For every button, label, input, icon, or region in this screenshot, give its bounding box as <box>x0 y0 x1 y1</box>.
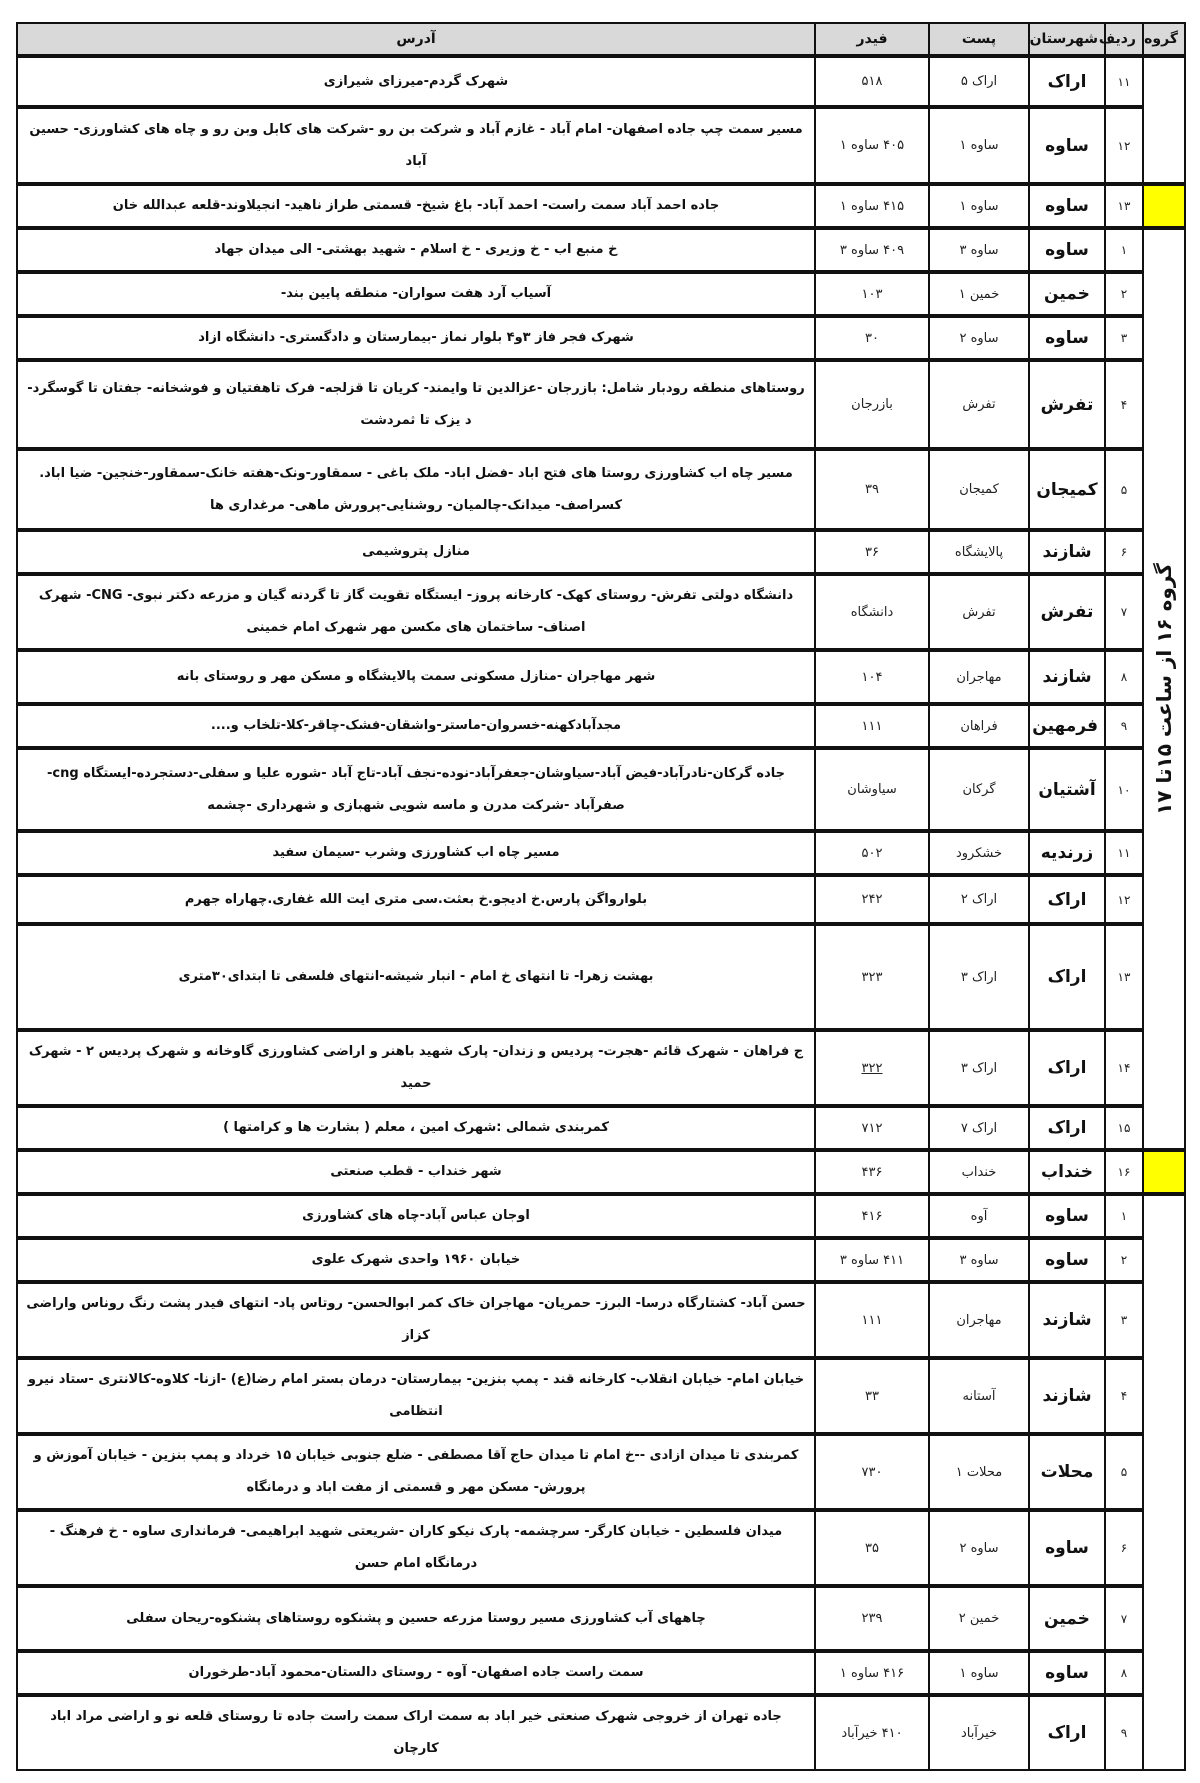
address-cell: کمربندی شمالی :شهرک امین ، معلم ( بشارت ها و کرامتها ) <box>17 1106 815 1150</box>
row-number: ۸ <box>1105 1651 1143 1695</box>
city-cell: ساوه <box>1029 228 1105 272</box>
city-cell: ساوه <box>1029 316 1105 360</box>
group-label: گروه ۱۶ از ساعت ۱۵تا ۱۷ <box>1152 563 1176 815</box>
city-cell: شازند <box>1029 650 1105 704</box>
row-number: ۶ <box>1105 1510 1143 1586</box>
table-row <box>17 875 1185 924</box>
post-cell: ساوه ۱ <box>929 107 1029 184</box>
city-cell: اراک <box>1029 1106 1105 1150</box>
row-number: ۱۱ <box>1105 831 1143 875</box>
post-cell: ساوه ۳ <box>929 1238 1029 1282</box>
post-cell: ساوه ۲ <box>929 316 1029 360</box>
table-row <box>17 748 1185 831</box>
post-cell: اراک ۵ <box>929 56 1029 107</box>
header-group: گروه <box>1143 23 1185 56</box>
address-cell: مسیر چاه اب کشاورزی وشرب -سیمان سفید <box>17 831 815 875</box>
post-cell: گرکان <box>929 748 1029 831</box>
city-cell: کمیجان <box>1029 449 1105 530</box>
feeder-cell: ۵۱۸ <box>815 56 929 107</box>
post-cell: اراک ۳ <box>929 924 1029 1030</box>
header-address: آدرس <box>17 23 815 56</box>
table-row <box>17 704 1185 748</box>
table-row <box>17 650 1185 704</box>
row-number: ۷ <box>1105 1586 1143 1651</box>
city-cell: ساوه <box>1029 107 1105 184</box>
post-cell: خمین ۱ <box>929 272 1029 316</box>
city-cell: ساوه <box>1029 1238 1105 1282</box>
feeder-cell: ۴۱۱ ساوه ۳ <box>815 1238 929 1282</box>
row-number: ۴ <box>1105 1358 1143 1434</box>
post-cell: اراک ۷ <box>929 1106 1029 1150</box>
row-number: ۲ <box>1105 1238 1143 1282</box>
row-number: ۱۶ <box>1105 1150 1143 1194</box>
post-cell: ساوه ۳ <box>929 228 1029 272</box>
row-number: ۶ <box>1105 530 1143 574</box>
city-cell: خمین <box>1029 272 1105 316</box>
table-header-row <box>17 23 1185 56</box>
feeder-cell: ۳۶ <box>815 530 929 574</box>
city-cell: شازند <box>1029 1282 1105 1358</box>
city-cell: اراک <box>1029 1695 1105 1770</box>
address-cell: حسن آباد- کشتارگاه درسا- البرز- حمریان- مهاجران خاک کمر ابوالحسن- روتاس پاد- انتهای فیدر پشت رنگ روناس واراضی کزاز <box>17 1282 815 1358</box>
table-row <box>17 1510 1185 1586</box>
city-cell: خمین <box>1029 1586 1105 1651</box>
table-row <box>17 1194 1185 1238</box>
table-row <box>17 1695 1185 1770</box>
table-row <box>17 56 1185 107</box>
post-cell: کمیجان <box>929 449 1029 530</box>
row-number: ۱۰ <box>1105 748 1143 831</box>
city-cell: اراک <box>1029 924 1105 1030</box>
feeder-cell: ۴۰۵ ساوه ۱ <box>815 107 929 184</box>
post-cell: فراهان <box>929 704 1029 748</box>
address-cell: شهر مهاجران -منازل مسکونی سمت پالایشگاه و مسکن مهر و روستای بانه <box>17 650 815 704</box>
row-number: ۱۳ <box>1105 924 1143 1030</box>
post-cell: تفرش <box>929 574 1029 650</box>
row-number: ۴ <box>1105 360 1143 449</box>
post-cell: تفرش <box>929 360 1029 449</box>
header-post: پست <box>929 23 1029 56</box>
feeder-cell: ۲۳۹ <box>815 1586 929 1651</box>
city-cell: ساوه <box>1029 1651 1105 1695</box>
row-number: ۵ <box>1105 1434 1143 1510</box>
table-row <box>17 1651 1185 1695</box>
post-cell: خمین ۲ <box>929 1586 1029 1651</box>
address-cell: میدان فلسطین - خیابان کارگر- سرچشمه- پارک نیکو کاران -شریعتی شهید ابراهیمی- فرمانداری ساوه - خ فرهنگ - درمانگاه امام حسن <box>17 1510 815 1586</box>
feeder-cell: ۳۲۳ <box>815 924 929 1030</box>
row-number: ۳ <box>1105 316 1143 360</box>
header-feeder: فیدر <box>815 23 929 56</box>
address-cell: شهرک گردم-میرزای شیرازی <box>17 56 815 107</box>
feeder-cell: ۴۱۵ ساوه ۱ <box>815 184 929 228</box>
post-cell: ساوه ۲ <box>929 1510 1029 1586</box>
city-cell: خنداب <box>1029 1150 1105 1194</box>
post-cell: اراک ۳ <box>929 1030 1029 1106</box>
feeder-cell: ۳۲۲ <box>815 1030 929 1106</box>
table-row <box>17 1030 1185 1106</box>
table-row <box>17 831 1185 875</box>
post-cell: مهاجران <box>929 1282 1029 1358</box>
feeder-cell: ۴۳۶ <box>815 1150 929 1194</box>
row-number: ۱ <box>1105 228 1143 272</box>
address-cell: شهرک فجر فاز ۳و۴ بلوار نماز -بیمارستان و دادگستری- دانشگاه ازاد <box>17 316 815 360</box>
city-cell: محلات <box>1029 1434 1105 1510</box>
group-highlight-cell <box>1143 184 1185 228</box>
table-row <box>17 530 1185 574</box>
table-row <box>17 107 1185 184</box>
feeder-cell: ۴۱۶ <box>815 1194 929 1238</box>
feeder-cell: ۴۰۹ ساوه ۳ <box>815 228 929 272</box>
city-cell: تفرش <box>1029 360 1105 449</box>
row-number: ۱۲ <box>1105 107 1143 184</box>
address-cell: شهر خنداب - قطب صنعتی <box>17 1150 815 1194</box>
post-cell: خیرآباد <box>929 1695 1029 1770</box>
group-cell <box>1143 1194 1185 1770</box>
row-number: ۹ <box>1105 704 1143 748</box>
row-number: ۷ <box>1105 574 1143 650</box>
post-cell: آستانه <box>929 1358 1029 1434</box>
row-number: ۸ <box>1105 650 1143 704</box>
post-cell: اراک ۲ <box>929 875 1029 924</box>
city-cell: زرندیه <box>1029 831 1105 875</box>
address-cell: منازل پتروشیمی <box>17 530 815 574</box>
table-row <box>17 574 1185 650</box>
row-number: ۱۱ <box>1105 56 1143 107</box>
post-cell: مهاجران <box>929 650 1029 704</box>
feeder-cell: ۱۱۱ <box>815 1282 929 1358</box>
row-number: ۲ <box>1105 272 1143 316</box>
row-number: ۱۲ <box>1105 875 1143 924</box>
table-row <box>17 1586 1185 1651</box>
row-number: ۱ <box>1105 1194 1143 1238</box>
address-cell: دانشگاه دولتی تفرش- روستای کهک- کارخانه پروز- ایستگاه تقویت گاز تا گردنه گیان و مزرعه دکتر نبوی- CNG- شهرک اصناف- ساختمان های مکسن مهر شهرک امام خمینی <box>17 574 815 650</box>
address-cell: اوجان عباس آباد-چاه های کشاورزی <box>17 1194 815 1238</box>
city-cell: فرمهین <box>1029 704 1105 748</box>
feeder-cell: دانشگاه <box>815 574 929 650</box>
feeder-cell: ۱۱۱ <box>815 704 929 748</box>
row-number: ۱۵ <box>1105 1106 1143 1150</box>
table-row <box>17 924 1185 1030</box>
group-cell <box>1143 228 1185 1150</box>
row-number: ۳ <box>1105 1282 1143 1358</box>
post-cell: پالایشگاه <box>929 530 1029 574</box>
address-cell: چاههای آب کشاورزی مسیر روستا مزرعه حسین و پشنکوه روستاهای پشنکوه-ریحان سفلی <box>17 1586 815 1651</box>
feeder-cell: ۳۹ <box>815 449 929 530</box>
table-row <box>17 1282 1185 1358</box>
table-row <box>17 1238 1185 1282</box>
address-cell: خیابان امام- خیابان انقلاب- کارخانه قند - پمپ بنزین- بیمارستان- درمان بستر امام رضا(ع) -ازنا- کلاوه-کالانتری -ستاد نیرو انتظامی <box>17 1358 815 1434</box>
address-cell: آسیاب آرد هفت سواران- منطقه پایین بند- <box>17 272 815 316</box>
address-cell: جاده گرکان-نادرآباد-فیض آباد-سیاوشان-جعفرآباد-نوده-نجف آباد-تاج آباد -شوره علیا و سفلی-دستجرده-ایستگاه cng- صفرآباد -شرکت مدرن و ماسه شویی شهبازی و شهرداری -چشمه <box>17 748 815 831</box>
feeder-cell: ۴۱۶ ساوه ۱ <box>815 1651 929 1695</box>
city-cell: ساوه <box>1029 184 1105 228</box>
outage-schedule-table <box>16 22 1186 1771</box>
city-cell: آشتیان <box>1029 748 1105 831</box>
feeder-cell: ۲۴۲ <box>815 875 929 924</box>
table-row <box>17 316 1185 360</box>
address-cell: جاده تهران از خروجی شهرک صنعتی خیر اباد به سمت اراک سمت راست جاده تا روستای قلعه نو و اراضی مراد اباد کارچان <box>17 1695 815 1770</box>
post-cell: ساوه ۱ <box>929 184 1029 228</box>
header-city: شهرستان <box>1029 23 1105 56</box>
table-row <box>17 272 1185 316</box>
address-cell: جاده احمد آباد سمت راست- احمد آباد- باغ شیخ- قسمتی طراز ناهید- انجیلاوند-قلعه عبدالله خان <box>17 184 815 228</box>
table-row <box>17 1150 1185 1194</box>
address-cell: بهشت زهرا- تا انتهای خ امام - انبار شیشه-انتهای فلسفی تا ابتدای۳۰متری <box>17 924 815 1030</box>
table-body <box>17 56 1185 1770</box>
city-cell: اراک <box>1029 56 1105 107</box>
row-number: ۵ <box>1105 449 1143 530</box>
row-number: ۹ <box>1105 1695 1143 1770</box>
city-cell: تفرش <box>1029 574 1105 650</box>
group-highlight-cell <box>1143 1150 1185 1194</box>
table-row <box>17 1358 1185 1434</box>
feeder-cell: ۱۰۳ <box>815 272 929 316</box>
table-row <box>17 360 1185 449</box>
address-cell: مسیر چاه اب کشاورزی روستا های فتح اباد -فضل اباد- ملک باغی - سمقاور-ونک-هفته خانک-سمقاور-خنجین- ضیا اباد. کسراصف- میدانک-چالمیان- روشنایی-پرورش ماهی- مرغداری ها <box>17 449 815 530</box>
address-cell: خیابان ۱۹۶۰ واحدی شهرک علوی <box>17 1238 815 1282</box>
feeder-cell: ۳۰ <box>815 316 929 360</box>
address-cell: ج فراهان - شهرک قائم -هجرت- پردیس و زندان- پارک شهید باهنر و اراضی کشاورزی گاوخانه و شهرک پردیس ۲ - شهرک حمید <box>17 1030 815 1106</box>
row-number: ۱۴ <box>1105 1030 1143 1106</box>
feeder-cell: سیاوشان <box>815 748 929 831</box>
address-cell: روستاهای منطقه رودبار شامل: بازرجان -عزالدین تا وایمند- کریان تا قزلجه- فرک تاهفتیان و فوشخانه- جفتان تا گوسگرد- د یزک تا ثمردشت <box>17 360 815 449</box>
table-row <box>17 184 1185 228</box>
post-cell: خنداب <box>929 1150 1029 1194</box>
address-cell: بلوارواگن پارس.خ ادیجو.خ بعثت.سی متری ایت الله غفاری.چهاراه جهرم <box>17 875 815 924</box>
city-cell: شازند <box>1029 530 1105 574</box>
feeder-cell: ۷۱۲ <box>815 1106 929 1150</box>
city-cell: اراک <box>1029 1030 1105 1106</box>
address-cell: کمربندی تا میدان ازادی --خ امام تا میدان حاج آقا مصطفی - ضلع جنوبی خیابان ۱۵ خرداد و پمپ بنزین - خیابان آموزش و پرورش- مسکن مهر و قسمتی از مفت اباد و درمانگاه <box>17 1434 815 1510</box>
feeder-cell: ۳۳ <box>815 1358 929 1434</box>
outage-schedule-table-wrapper <box>16 22 1186 1771</box>
row-number: ۱۳ <box>1105 184 1143 228</box>
post-cell: آوه <box>929 1194 1029 1238</box>
city-cell: شازند <box>1029 1358 1105 1434</box>
table-row <box>17 1434 1185 1510</box>
post-cell: ساوه ۱ <box>929 1651 1029 1695</box>
group-cell <box>1143 56 1185 184</box>
city-cell: ساوه <box>1029 1510 1105 1586</box>
feeder-cell: ۴۱۰ خیرآباد <box>815 1695 929 1770</box>
feeder-cell: بازرجان <box>815 360 929 449</box>
post-cell: خشکرود <box>929 831 1029 875</box>
address-cell: خ منبع اب - خ وزیری - خ اسلام - شهید بهشتی- الی میدان جهاد <box>17 228 815 272</box>
header-row-number: ردیف <box>1105 23 1143 56</box>
feeder-cell: ۷۳۰ <box>815 1434 929 1510</box>
city-cell: اراک <box>1029 875 1105 924</box>
feeder-cell: ۱۰۴ <box>815 650 929 704</box>
post-cell: محلات ۱ <box>929 1434 1029 1510</box>
city-cell: ساوه <box>1029 1194 1105 1238</box>
address-cell: سمت راست جاده اصفهان- آوه - روستای دالستان-محمود آباد-طرخوران <box>17 1651 815 1695</box>
table-row <box>17 1106 1185 1150</box>
feeder-cell: ۵۰۲ <box>815 831 929 875</box>
address-cell: مجدآبادکهنه-خسروان-ماستر-واشقان-فشک-چاقر-کلا-تلخاب و.... <box>17 704 815 748</box>
table-row <box>17 228 1185 272</box>
address-cell: مسیر سمت چپ جاده اصفهان- امام آباد - غازم آباد و شرکت بن رو -شرکت های کابل وبن رو و چاه های کشاورزی- حسین آباد <box>17 107 815 184</box>
feeder-cell: ۳۵ <box>815 1510 929 1586</box>
table-row <box>17 449 1185 530</box>
